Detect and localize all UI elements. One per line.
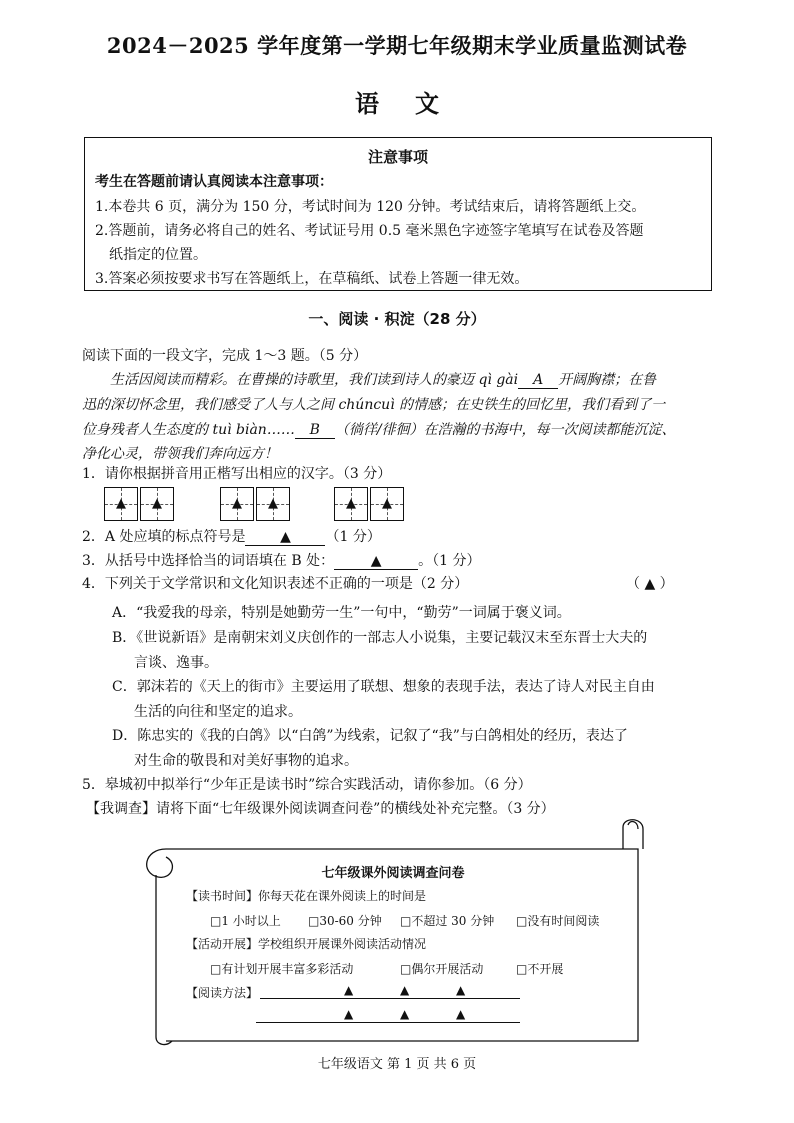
blank-a: A: [518, 372, 558, 389]
triangle-icon: ▲: [400, 983, 410, 997]
notice-item: 1.本卷共 6 页，满分为 150 分，考试时间为 120 分钟。考试结束后，请将答题纸上交。: [95, 199, 646, 215]
option-d: D．陈忠实的《我的白鸽》以“白鸽”为线索，记叙了“我”与白鸽相处的经历，表达了: [112, 728, 628, 744]
question-5-sub: 【我调查】请将下面“七年级课外阅读调查问卷”的横线处补充完整。（3 分）: [86, 801, 555, 817]
option-d-cont: 对生命的敬畏和对美好事物的追求。: [134, 753, 358, 769]
answer-blank[interactable]: ▲: [334, 553, 418, 570]
passage-line: [110, 369, 656, 389]
notice-item: 纸指定的位置。: [109, 247, 207, 263]
answer-line[interactable]: [260, 983, 520, 999]
question-1: 1．请你根据拼音用正楷写出相应的汉字。（3 分）: [82, 466, 392, 482]
option-b: B．《世说新语》是南朝宋刘义庆创作的一部志人小说集，主要记载汉末至东晋士大夫的: [112, 630, 648, 646]
triangle-icon: ▲: [344, 983, 354, 997]
answer-box[interactable]: [334, 487, 368, 521]
option-checkbox[interactable]: □1 小时以上: [210, 914, 281, 928]
reading-instruction: 阅读下面的一段文字，完成 1～3 题。（5 分）: [82, 348, 368, 364]
survey-time-label: 【读书时间】你每天花在课外阅读上的时间是: [186, 889, 427, 903]
option-c: C．郭沫若的《天上的街市》主要运用了联想、想象的表现手法，表达了诗人对民主自由: [112, 679, 655, 695]
passage-line: 净化心灵，带领我们奔向远方！: [82, 446, 278, 462]
survey-title: 七年级课外阅读调查问卷: [321, 866, 465, 881]
survey-activity-label: 【活动开展】学校组织开展课外阅读活动情况: [186, 937, 427, 951]
question-5: 5．皋城初中拟举行“少年正是读书时”综合实践活动，请你参加。（6 分）: [82, 777, 532, 793]
triangle-icon: ▲: [400, 1007, 410, 1021]
option-a: A．“我爱我的母亲，特别是她勤劳一生”一句中，“勤劳”一词属于褒义词。: [112, 605, 571, 621]
option-checkbox[interactable]: □没有时间阅读: [516, 914, 600, 928]
triangle-icon: ▲: [456, 1007, 466, 1021]
notice-item: 3.答案必须按要求书写在答题纸上，在草稿纸、试卷上答题一律无效。: [95, 271, 529, 287]
triangle-icon: ▲: [152, 496, 162, 511]
triangle-icon: ▲: [346, 496, 356, 511]
triangle-icon: ▲: [232, 496, 242, 511]
answer-blank[interactable]: ▲: [245, 529, 325, 546]
exam-title: 2024－2025 学年度第一学期七年级期末学业质量监测试卷: [106, 33, 688, 58]
triangle-icon: ▲: [116, 496, 126, 511]
blank-b: B: [295, 422, 335, 439]
question-3-score: 。（1 分）: [418, 553, 481, 569]
triangle-icon: ▲: [268, 496, 278, 511]
passage-text: （徜徉/徘徊）在浩瀚的书海中，每一次阅读都能沉淀、: [334, 422, 676, 438]
passage-line: [82, 419, 676, 439]
notice-heading: 注意事项: [367, 148, 428, 166]
passage-text: 生活因阅读而精彩。在曹操的诗歌里，我们读到诗人的豪迈 qì gài: [110, 372, 519, 388]
question-4: 4．下列关于文学常识和文化知识表述不正确的一项是（2 分）: [82, 576, 469, 592]
notice-intro: 考生在答题前请认真阅读本注意事项：: [95, 174, 333, 190]
option-checkbox[interactable]: □偶尔开展活动: [400, 962, 484, 976]
question-2-text: 2．A 处应填的标点符号是: [82, 529, 246, 545]
subject-title: 语文: [355, 89, 475, 118]
question-2: [82, 526, 381, 546]
answer-box[interactable]: [256, 487, 290, 521]
answer-box[interactable]: [104, 487, 138, 521]
survey-method-label: 【阅读方法】: [186, 986, 259, 1000]
notice-box: [84, 137, 712, 291]
page-footer: 七年级语文 第 1 页 共 6 页: [317, 1057, 477, 1072]
option-checkbox[interactable]: □不超过 30 分钟: [400, 914, 495, 928]
question-4-answer[interactable]: （ ▲ ）: [626, 576, 674, 592]
section-title: 一、阅读 · 积淀（28 分）: [308, 310, 486, 328]
passage-line: 迅的深切怀念里，我们感受了人与人之间 chúncuì 的情感；在史铁生的回忆里，我们看到了一: [82, 397, 666, 413]
answer-box[interactable]: [370, 487, 404, 521]
triangle-icon: ▲: [456, 983, 466, 997]
option-checkbox[interactable]: □不开展: [516, 962, 564, 976]
survey-scroll: [138, 815, 648, 1047]
question-2-score: （1 分）: [325, 529, 381, 545]
notice-item: 2.答题前，请务必将自己的姓名、考试证号用 0.5 毫米黑色字迹签字笔填写在试卷及答题: [95, 223, 644, 239]
option-checkbox[interactable]: □30-60 分钟: [308, 914, 382, 928]
triangle-icon: ▲: [344, 1007, 354, 1021]
option-c-cont: 生活的向往和坚定的追求。: [134, 704, 302, 720]
passage-text: 开阔胸襟；在鲁: [558, 372, 657, 388]
answer-line[interactable]: [256, 1007, 520, 1023]
answer-box[interactable]: [220, 487, 254, 521]
question-3: [82, 550, 480, 570]
option-checkbox[interactable]: □有计划开展丰富多彩活动: [210, 962, 354, 976]
option-b-cont: 言谈、逸事。: [134, 655, 218, 671]
triangle-icon: ▲: [382, 496, 392, 511]
answer-box[interactable]: [140, 487, 174, 521]
passage-text: 位身残者人生态度的 tuì biàn……: [82, 422, 295, 438]
question-3-text: 3．从括号中选择恰当的词语填在 B 处：: [82, 553, 335, 569]
